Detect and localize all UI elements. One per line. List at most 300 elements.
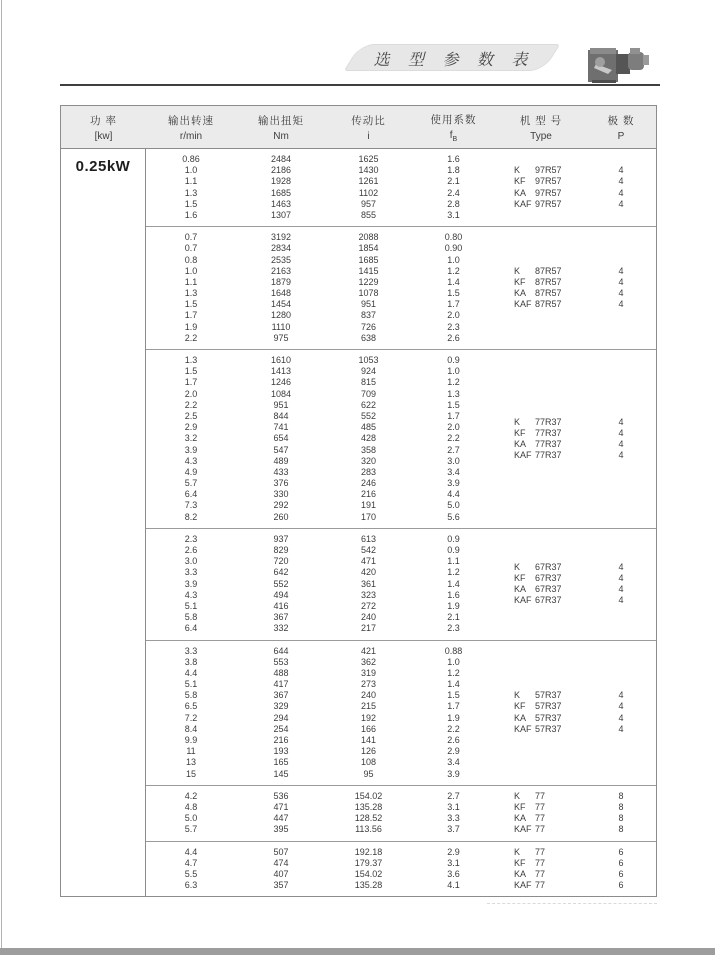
cell-i: 108	[360, 757, 377, 768]
cell-type	[514, 824, 586, 835]
cell-nm: 488	[273, 667, 289, 678]
type-model: 77R37	[535, 416, 562, 427]
cell-i: 726	[360, 321, 377, 332]
type-model: 87R57	[535, 276, 562, 287]
cell-poles: 4	[618, 561, 624, 572]
cell-rpm: 2.2	[184, 399, 198, 410]
header-rule	[60, 84, 660, 86]
cell-i: 420	[360, 567, 377, 578]
type-prefix: KF	[514, 801, 526, 812]
cell-rpm: 7.2	[184, 712, 198, 723]
cell-rpm: 2.9	[184, 422, 198, 433]
cell-i: 358	[360, 444, 377, 455]
cell-fb: 0.90	[444, 243, 463, 254]
cell-nm: 553	[273, 656, 289, 667]
cell-rpm: 1.0	[184, 165, 198, 176]
cell-rpm: 15	[185, 768, 196, 779]
col-rpm	[146, 646, 236, 780]
cell-i: 216	[360, 489, 377, 500]
col-fb	[411, 154, 496, 221]
cell-type	[514, 299, 586, 310]
type-prefix: KAF	[514, 299, 532, 310]
cell-rpm: 5.8	[184, 612, 198, 623]
cell-type	[514, 724, 586, 735]
cell-rpm: 8.2	[184, 511, 198, 522]
cell-i: 217	[360, 623, 377, 634]
cell-rpm: 11	[186, 746, 196, 757]
type-prefix: K	[514, 561, 521, 572]
cell-i: 1261	[358, 176, 379, 187]
col-poles	[586, 154, 656, 221]
cell-nm: 367	[273, 690, 289, 701]
cell-i: 166	[360, 723, 377, 734]
type-prefix: KA	[514, 868, 527, 879]
col-i	[326, 355, 411, 523]
col-type	[496, 791, 586, 836]
cell-poles: 6	[618, 857, 624, 868]
cell-fb: 2.0	[447, 310, 460, 321]
cell-rpm: 1.1	[184, 276, 198, 287]
cell-type	[514, 199, 586, 210]
cell-rpm: 5.1	[184, 600, 198, 611]
col-poles	[586, 534, 656, 635]
cell-poles: 4	[618, 690, 624, 701]
cell-nm: 2535	[270, 254, 292, 265]
cell-fb: 2.6	[447, 735, 460, 745]
cell-rpm: 3.3	[184, 567, 198, 578]
cell-fb: 1.7	[447, 410, 460, 421]
cell-i: 154.02	[354, 790, 383, 801]
cell-nm: 654	[273, 433, 289, 444]
cell-i: 1685	[358, 254, 379, 265]
cell-fb: 2.6	[447, 332, 460, 343]
cell-nm: 193	[273, 746, 289, 757]
cell-nm: 367	[273, 612, 289, 623]
cell-i: 141	[360, 735, 377, 745]
type-prefix: KF	[514, 701, 526, 712]
cell-fb: 1.7	[447, 299, 460, 310]
type-model: 57R37	[535, 690, 562, 701]
cell-poles: 4	[618, 299, 624, 310]
cell-rpm: 2.0	[184, 388, 198, 399]
cell-nm: 216	[273, 735, 289, 745]
cell-poles: 4	[618, 584, 624, 595]
col-i	[326, 232, 411, 344]
table-block	[146, 841, 656, 897]
cell-type	[514, 188, 586, 199]
col-fb	[411, 646, 496, 780]
cell-type	[514, 584, 586, 595]
col-rpm	[146, 232, 236, 344]
cell-rpm: 3.8	[184, 656, 198, 667]
cell-i: 272	[360, 600, 377, 611]
header-output-speed: 输出转速 r/min	[168, 114, 214, 142]
cell-fb: 3.9	[447, 768, 460, 779]
cell-rpm: 1.1	[184, 176, 198, 187]
cell-fb: 3.0	[447, 455, 460, 466]
cell-nm: 741	[273, 422, 289, 433]
col-poles	[586, 355, 656, 523]
cell-poles: 4	[618, 701, 624, 712]
type-prefix: KF	[514, 857, 526, 868]
cell-i: 362	[360, 656, 377, 667]
cell-rpm: 1.5	[184, 299, 198, 310]
cell-fb: 3.4	[447, 466, 460, 477]
cell-poles: 4	[618, 595, 624, 606]
cell-nm: 507	[273, 846, 289, 857]
cell-rpm: 0.7	[184, 243, 198, 254]
type-model: 77	[535, 801, 546, 812]
cell-nm: 1879	[270, 276, 292, 287]
cell-nm: 1084	[270, 388, 292, 399]
cell-poles: 4	[618, 265, 624, 276]
cell-fb: 1.5	[447, 690, 460, 701]
type-model: 77	[535, 813, 546, 824]
cell-rpm: 3.0	[184, 556, 198, 567]
cell-nm: 1648	[270, 288, 292, 299]
type-model: 77	[535, 880, 546, 891]
cell-fb: 3.1	[447, 209, 460, 220]
cell-fb: 2.3	[447, 321, 460, 332]
cell-i: 283	[360, 466, 377, 477]
cell-i: 957	[360, 198, 377, 209]
col-type	[496, 646, 586, 780]
cell-fb: 5.0	[447, 500, 460, 511]
cell-rpm: 4.7	[184, 857, 198, 868]
cell-poles: 4	[618, 450, 624, 461]
type-model: 97R57	[535, 165, 562, 176]
cell-nm: 165	[273, 757, 289, 768]
table-block	[146, 640, 656, 785]
cell-i: 320	[360, 455, 377, 466]
cell-i: 837	[360, 310, 377, 321]
cell-rpm: 6.5	[184, 701, 198, 712]
cell-type	[514, 288, 586, 299]
cell-rpm: 1.5	[184, 198, 198, 209]
type-prefix: KAF	[514, 450, 532, 461]
cell-type	[514, 428, 586, 439]
cell-type	[514, 595, 586, 606]
cell-i: 170	[360, 511, 377, 522]
cell-rpm: 9.9	[184, 735, 198, 745]
cell-nm: 489	[273, 455, 289, 466]
cell-nm: 471	[273, 801, 289, 812]
col-type	[496, 232, 586, 344]
cell-fb: 1.2	[447, 667, 460, 678]
col-rpm	[146, 154, 236, 221]
type-model: 67R37	[535, 572, 562, 583]
table-block	[146, 226, 656, 349]
cell-fb: 0.9	[447, 545, 460, 555]
cell-i: 1854	[358, 243, 379, 254]
col-rpm	[146, 847, 236, 892]
cell-fb: 2.1	[447, 176, 460, 187]
col-nm	[236, 791, 326, 836]
cell-nm: 407	[273, 868, 289, 879]
cell-nm: 292	[273, 500, 289, 511]
cell-i: 240	[360, 612, 377, 623]
cell-type	[514, 869, 586, 880]
cell-nm: 1685	[270, 187, 292, 198]
cell-nm: 332	[273, 623, 289, 634]
cell-i: 179.37	[354, 857, 383, 868]
col-rpm	[146, 355, 236, 523]
power-column	[61, 149, 146, 896]
header-ratio: 传动比 i	[351, 114, 386, 142]
cell-poles: 4	[618, 288, 624, 299]
type-model: 97R57	[535, 187, 562, 198]
cell-poles: 4	[618, 572, 624, 583]
cell-i: 323	[360, 589, 377, 600]
type-model: 77	[535, 824, 546, 835]
type-prefix: KF	[514, 276, 526, 287]
cell-nm: 416	[273, 600, 289, 611]
col-rpm	[146, 791, 236, 836]
cell-nm: 1413	[270, 366, 292, 377]
cell-fb: 0.80	[444, 232, 463, 243]
cell-i: 815	[360, 377, 377, 388]
cell-i: 1430	[358, 165, 379, 176]
cell-nm: 1454	[270, 299, 292, 310]
cell-i: 951	[360, 299, 377, 310]
cell-fb: 3.9	[447, 478, 460, 489]
cell-fb: 1.4	[447, 276, 460, 287]
type-model: 77R37	[535, 450, 562, 461]
type-model: 97R57	[535, 198, 562, 209]
cell-type	[514, 562, 586, 573]
cell-type	[514, 880, 586, 891]
type-prefix: K	[514, 790, 521, 801]
type-prefix: KF	[514, 176, 526, 187]
cell-type	[514, 176, 586, 187]
cell-fb: 1.8	[447, 165, 460, 176]
cell-nm: 951	[273, 399, 289, 410]
cell-poles: 6	[618, 868, 624, 879]
cell-type	[514, 417, 586, 428]
cell-nm: 1246	[270, 377, 292, 388]
col-fb	[411, 232, 496, 344]
cell-fb: 2.3	[447, 623, 460, 634]
cell-type	[514, 847, 586, 858]
cell-rpm: 5.0	[184, 813, 198, 824]
type-model: 77	[535, 790, 546, 801]
cell-nm: 376	[273, 478, 289, 489]
cell-i: 240	[360, 690, 377, 701]
col-poles	[586, 791, 656, 836]
page-title: 选 型 参 数 表	[373, 52, 535, 69]
cell-rpm: 3.9	[184, 578, 198, 589]
cell-nm: 720	[273, 556, 289, 567]
cell-nm: 1307	[270, 209, 292, 220]
col-i	[326, 646, 411, 780]
type-model: 87R57	[535, 299, 562, 310]
type-model: 77R37	[535, 438, 562, 449]
type-model: 77	[535, 868, 546, 879]
cell-poles: 8	[618, 790, 624, 801]
cell-poles: 4	[618, 416, 624, 427]
cell-i: 113.56	[355, 824, 382, 835]
cell-nm: 975	[273, 332, 289, 343]
type-prefix: KA	[514, 813, 527, 824]
cell-poles: 4	[618, 276, 624, 287]
cell-fb: 1.0	[447, 254, 460, 265]
cell-rpm: 4.4	[184, 667, 198, 678]
type-prefix: KAF	[514, 595, 532, 606]
cell-fb: 3.3	[447, 813, 460, 824]
cell-poles: 4	[618, 187, 624, 198]
cell-type	[514, 450, 586, 461]
type-prefix: KF	[514, 572, 526, 583]
table-block	[146, 349, 656, 528]
cell-poles: 8	[618, 813, 624, 824]
type-prefix: KAF	[514, 198, 532, 209]
type-prefix: KAF	[514, 824, 532, 835]
cell-fb: 1.6	[447, 589, 460, 600]
cell-fb: 1.2	[447, 567, 460, 578]
col-poles	[586, 232, 656, 344]
scan-artifact-line	[487, 903, 657, 904]
cell-nm: 1110	[271, 321, 291, 332]
cell-nm: 2163	[270, 265, 292, 276]
col-fb	[411, 847, 496, 892]
col-fb	[411, 355, 496, 523]
cell-nm: 829	[273, 545, 289, 555]
cell-i: 95	[363, 768, 374, 779]
cell-i: 1625	[358, 154, 379, 164]
type-prefix: KA	[514, 712, 527, 723]
col-nm	[236, 534, 326, 635]
cell-nm: 417	[273, 679, 289, 690]
table-block	[146, 149, 656, 226]
cell-nm: 547	[273, 444, 289, 455]
cell-fb: 0.88	[444, 645, 463, 656]
type-model: 57R37	[535, 723, 562, 734]
cell-nm: 937	[273, 533, 289, 544]
type-prefix: KAF	[514, 723, 532, 734]
cell-fb: 1.4	[447, 679, 460, 690]
cell-i: 552	[360, 410, 377, 421]
cell-fb: 2.7	[447, 444, 460, 455]
header-type: 机 型 号 Type	[519, 114, 563, 142]
cell-fb: 3.1	[447, 801, 460, 812]
cell-type	[514, 813, 586, 824]
cell-poles: 8	[618, 824, 624, 835]
cell-i: 135.28	[354, 801, 383, 812]
table-block	[146, 785, 656, 841]
cell-nm: 2484	[270, 154, 292, 164]
cell-i: 192.18	[354, 846, 383, 857]
type-model: 57R37	[535, 712, 562, 723]
header-poles: 极 数 P	[607, 114, 635, 142]
col-type	[496, 154, 586, 221]
cell-i: 1078	[358, 288, 379, 299]
cell-rpm: 0.7	[184, 232, 198, 243]
cell-fb: 2.1	[447, 612, 460, 623]
page-scan-edge-bottom	[0, 948, 715, 955]
cell-type	[514, 858, 586, 869]
cell-i: 542	[360, 545, 377, 555]
cell-fb: 3.6	[447, 868, 460, 879]
cell-i: 192	[360, 712, 377, 723]
cell-nm: 2834	[270, 243, 292, 254]
cell-i: 613	[360, 533, 377, 544]
cell-fb: 2.9	[447, 746, 460, 757]
col-fb	[411, 791, 496, 836]
cell-fb: 4.1	[447, 880, 460, 891]
cell-poles: 6	[618, 846, 624, 857]
cell-nm: 1280	[270, 310, 292, 321]
cell-fb: 0.9	[447, 355, 460, 365]
cell-type	[514, 277, 586, 288]
cell-i: 924	[360, 366, 377, 377]
cell-nm: 1928	[270, 176, 292, 187]
cell-nm: 536	[273, 790, 289, 801]
cell-nm: 2186	[270, 165, 292, 176]
cell-fb: 4.4	[447, 489, 460, 500]
cell-rpm: 3.2	[184, 433, 198, 444]
cell-poles: 4	[618, 712, 624, 723]
cell-rpm: 1.5	[184, 366, 198, 377]
cell-i: 428	[360, 433, 377, 444]
cell-fb: 3.7	[447, 824, 460, 835]
cell-poles: 4	[618, 438, 624, 449]
cell-rpm: 5.5	[184, 868, 198, 879]
cell-rpm: 4.2	[184, 790, 198, 801]
cell-fb: 1.1	[447, 556, 460, 567]
cell-nm: 260	[273, 511, 289, 522]
cell-rpm: 2.3	[184, 533, 198, 544]
cell-rpm: 1.3	[184, 355, 198, 365]
cell-i: 1102	[358, 187, 379, 198]
cell-i: 246	[360, 478, 377, 489]
cell-fb: 3.1	[447, 857, 460, 868]
cell-fb: 1.5	[447, 288, 460, 299]
type-model: 77R37	[535, 427, 562, 438]
cell-rpm: 8.4	[184, 723, 198, 734]
cell-rpm: 4.3	[184, 589, 198, 600]
cell-nm: 844	[273, 410, 289, 421]
cell-fb: 1.3	[447, 388, 460, 399]
type-prefix: KA	[514, 187, 527, 198]
cell-fb: 2.2	[447, 433, 460, 444]
col-poles	[586, 646, 656, 780]
col-i	[326, 534, 411, 635]
type-model: 67R37	[535, 584, 562, 595]
cell-i: 126	[360, 746, 377, 757]
cell-i: 1415	[358, 265, 379, 276]
header-output-torque: 输出扭矩 Nm	[258, 114, 304, 142]
cell-nm: 330	[273, 489, 289, 500]
cell-rpm: 6.4	[184, 623, 198, 634]
cell-fb: 2.0	[447, 422, 460, 433]
cell-rpm: 4.9	[184, 466, 198, 477]
cell-rpm: 13	[185, 757, 196, 768]
cell-nm: 145	[273, 768, 289, 779]
col-rpm	[146, 534, 236, 635]
cell-fb: 1.2	[447, 265, 460, 276]
type-prefix: K	[514, 846, 521, 857]
cell-fb: 1.9	[447, 600, 460, 611]
cell-type	[514, 439, 586, 450]
cell-nm: 395	[273, 824, 289, 835]
cell-rpm: 1.9	[184, 321, 198, 332]
type-model: 77	[535, 857, 546, 868]
cell-rpm: 1.3	[184, 187, 198, 198]
cell-nm: 1610	[270, 355, 292, 365]
cell-fb: 2.9	[447, 846, 460, 857]
cell-fb: 2.8	[447, 198, 460, 209]
col-type	[496, 534, 586, 635]
